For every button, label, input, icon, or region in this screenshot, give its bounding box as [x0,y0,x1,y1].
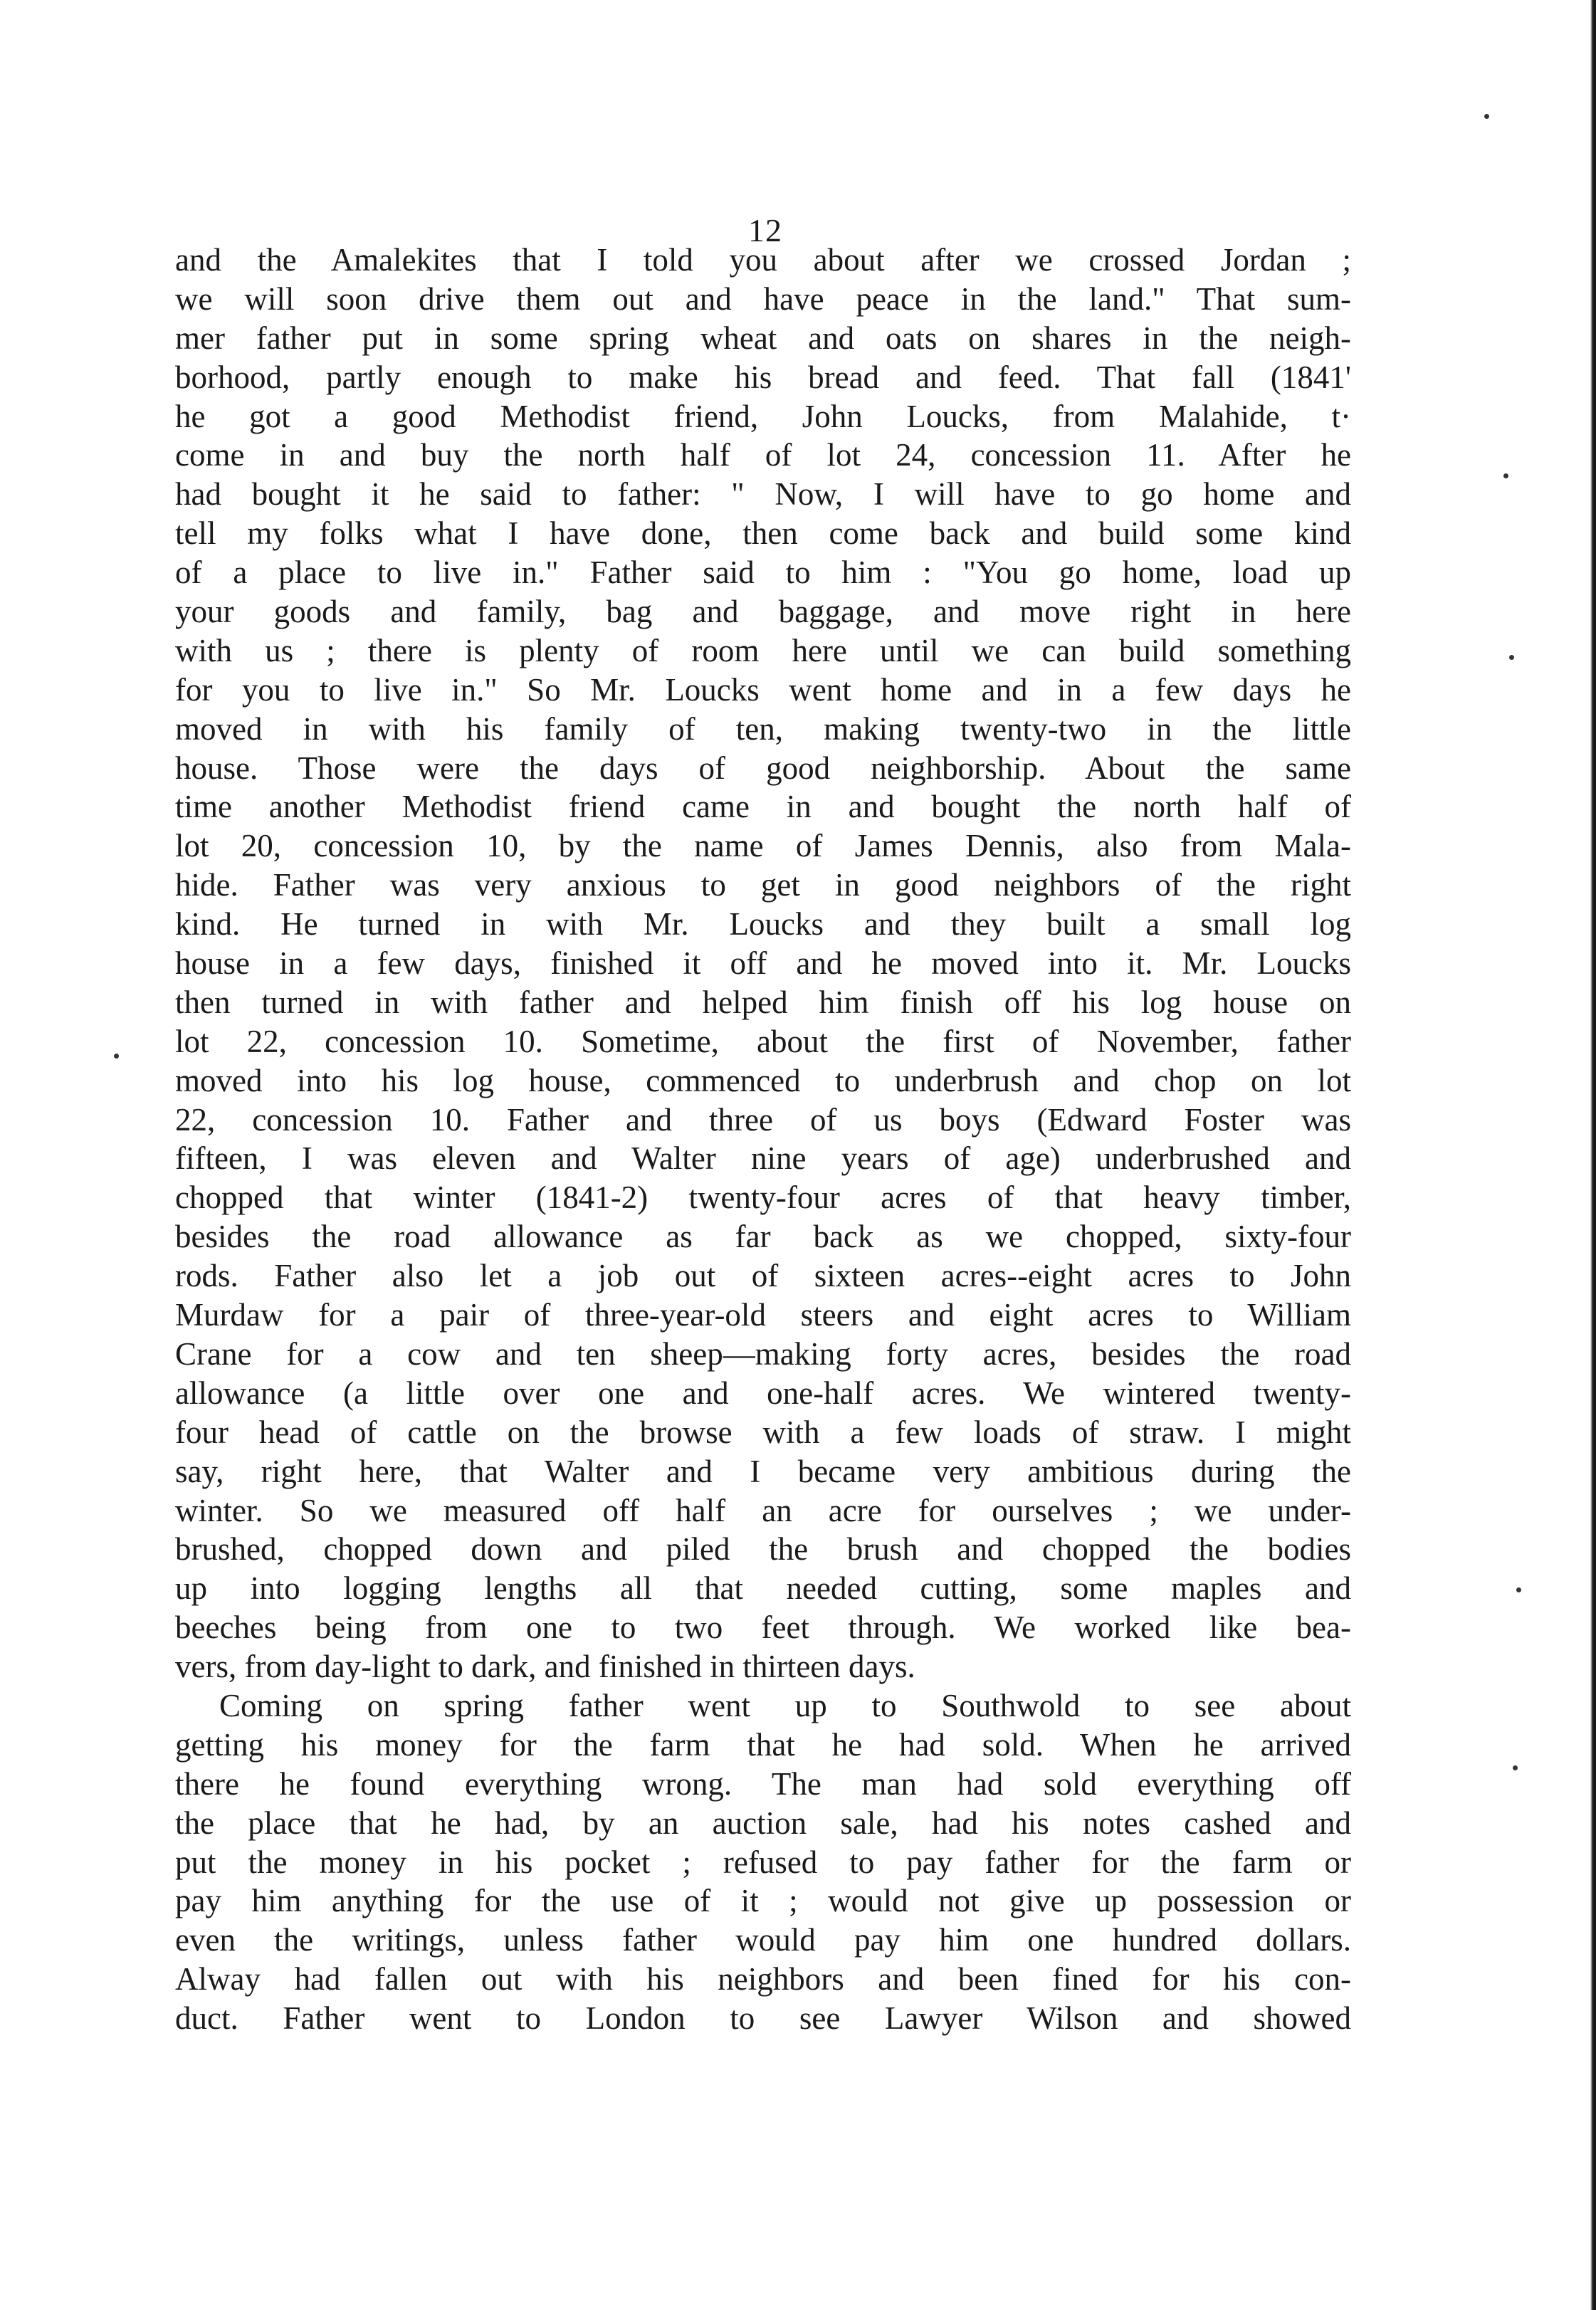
text-line: lot 20, concession 10, by the name of James Dennis, also from Mala- [175,828,1351,864]
print-speck [1513,1765,1518,1770]
text-line: we will soon drive them out and have peace in the land." That sum- [175,280,1351,317]
text-line: house. Those were the days of good neighborship. About the same [175,750,1351,786]
page-edge-shadow [1590,0,1596,2310]
text-line: the place that he had, by an auction sale, had his notes cashed and [175,1805,1351,1841]
print-speck [114,1054,119,1059]
text-line: allowance (a little over one and one-half acres. We wintered twenty- [175,1375,1351,1411]
text-line: borhood, partly enough to make his bread and feed. That fall (1841' [175,359,1351,395]
text-line: moved in with his family of ten, making twenty-two in the little [175,710,1351,747]
text-line: four head of cattle on the browse with a few loads of straw. I might [175,1414,1351,1450]
print-speck [1509,655,1514,660]
text-line: he got a good Methodist friend, John Loucks, from Malahide, t· [175,398,1351,434]
text-line: lot 22, concession 10. Sometime, about the first of November, father [175,1023,1351,1059]
text-line: kind. He turned in with Mr. Loucks and they built a small log [175,906,1351,943]
text-line: 22, concession 10. Father and three of us boys (Edward Foster was [175,1101,1351,1138]
text-line: Crane for a cow and ten sheep—making forty acres, besides the road [175,1335,1351,1372]
text-line: Murdaw for a pair of three-year-old steers and eight acres to William [175,1297,1351,1333]
text-line: brushed, chopped down and piled the brush and chopped the bodies [175,1531,1351,1568]
text-line: hide. Father was very anxious to get in good neighbors of the right [175,867,1351,903]
body-text [175,241,1351,2038]
text-line: had bought it he said to father: " Now, I will have to go home and [175,476,1351,513]
text-line: beeches being from one to two feet through. We worked like bea- [175,1610,1351,1646]
text-line: tell my folks what I have done, then come back and build some kind [175,515,1351,552]
text-line: moved into his log house, commenced to underbrush and chop on lot [175,1062,1351,1098]
text-line: time another Methodist friend came in and bought the north half of [175,789,1351,825]
text-line: and the Amalekites that I told you about after we crossed Jordan ; [175,242,1351,278]
text-line: winter. So we measured off half an acre for ourselves ; we under- [175,1492,1351,1528]
text-line: for you to live in." So Mr. Loucks went home and in a few days he [175,671,1351,708]
text-line: rods. Father also let a job out of sixteen acres--eight acres to John [175,1258,1351,1294]
text-line: mer father put in some spring wheat and oats on shares in the neigh- [175,320,1351,356]
text-line: your goods and family, bag and baggage, and move right in here [175,594,1351,630]
text-line: Alway had fallen out with his neighbors and been fined for his con- [175,1961,1351,1997]
text-line: even the writings, unless father would pay him one hundred dollars. [175,1922,1351,1958]
text-line: getting his money for the farm that he had sold. When he arrived [175,1726,1351,1763]
text-line: with us ; there is plenty of room here until we can build something [175,632,1351,668]
text-line: house in a few days, finished it off and he moved into it. Mr. Loucks [175,945,1351,982]
text-line: up into logging lengths all that needed cutting, some maples and [175,1570,1351,1607]
text-line: say, right here, that Walter and I became very ambitious during the [175,1453,1351,1489]
print-speck [1484,114,1489,119]
text-line: vers, from day-light to dark, and finished in thirteen days. [175,1649,915,1685]
text-line: chopped that winter (1841-2) twenty-four acres of that heavy timber, [175,1180,1351,1216]
text-line: Coming on spring father went up to Southwold to see about [219,1687,1351,1723]
text-line: duct. Father went to London to see Lawyer Wilson and showed [175,2000,1351,2037]
text-line: there he found everything wrong. The man had sold everything off [175,1765,1351,1802]
text-line: fifteen, I was eleven and Walter nine years of age) underbrushed and [175,1140,1351,1177]
text-line: then turned in with father and helped him finish off his log house on [175,984,1351,1020]
text-line: put the money in his pocket ; refused to pay father for the farm or [175,1844,1351,1880]
text-line: of a place to live in." Father said to him : "You go home, load up [175,555,1351,591]
text-line: come in and buy the north half of lot 24, concession 11. After he [175,437,1351,473]
text-line: besides the road allowance as far back as we chopped, sixty-four [175,1219,1351,1255]
text-line: pay him anything for the use of it ; would not give up possession or [175,1883,1351,1919]
print-speck [1503,473,1508,478]
print-speck [1516,1587,1521,1592]
page-number: 12 [748,212,782,248]
